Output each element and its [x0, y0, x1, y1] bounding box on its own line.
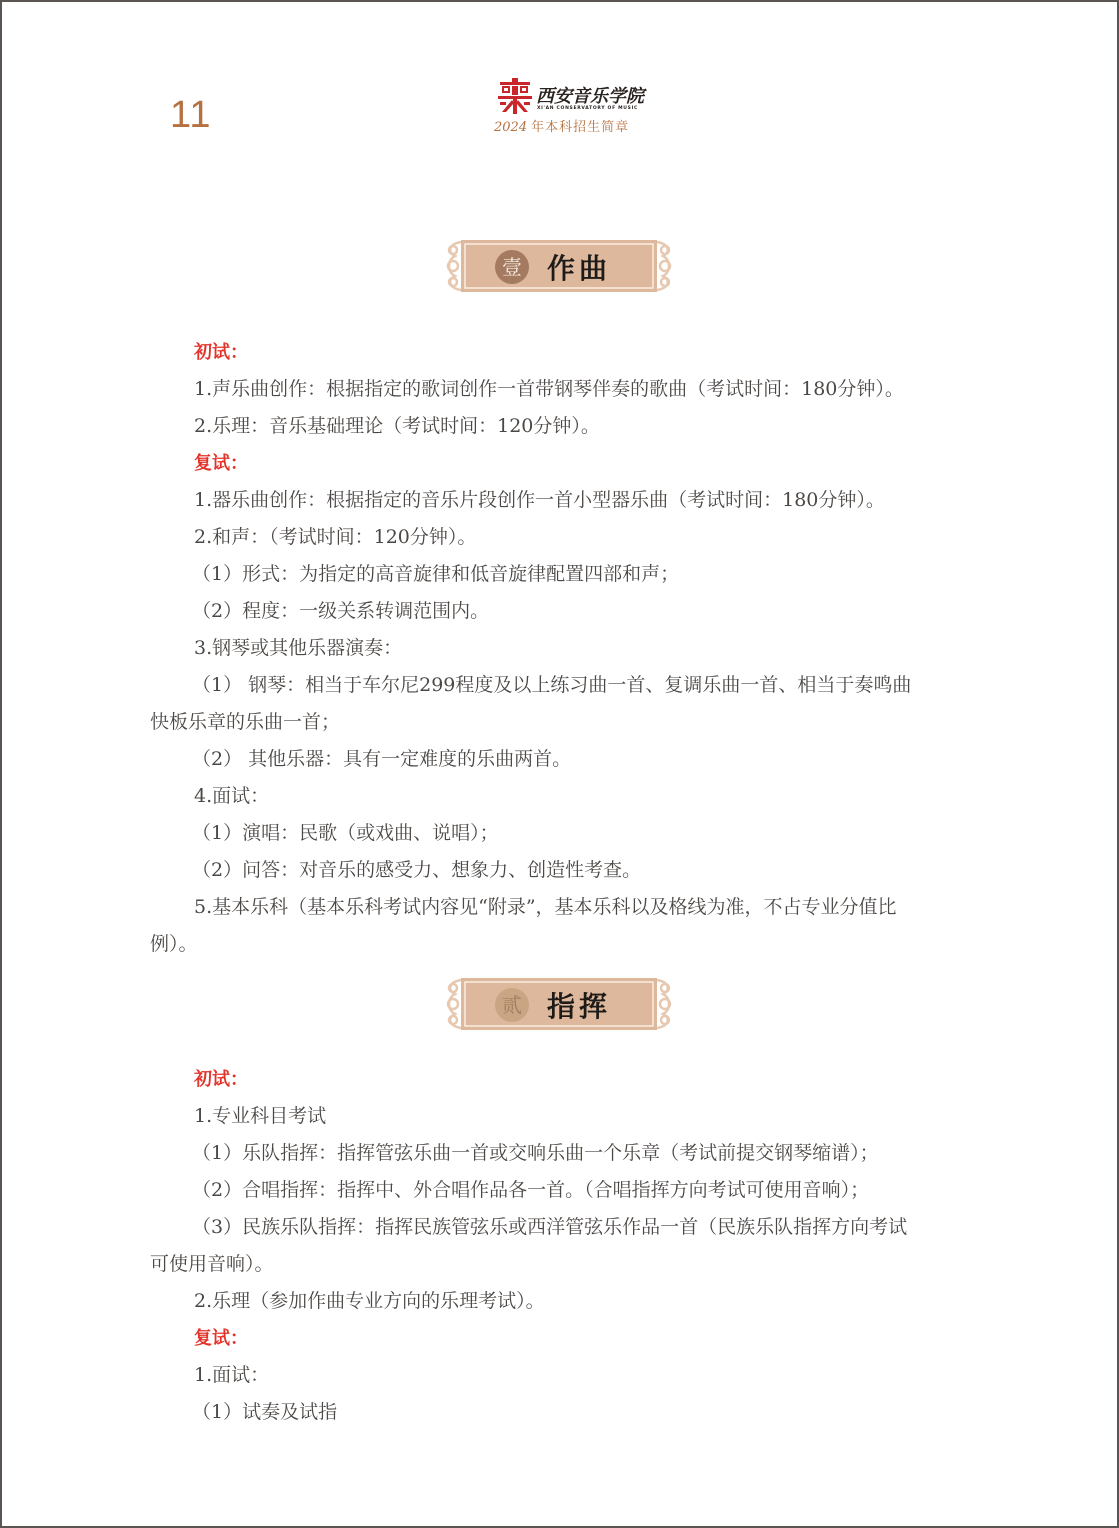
brochure-year: 2024	[494, 120, 528, 135]
header-logo	[494, 78, 648, 138]
sub-item-continuation: 快板乐章的乐曲一首；	[150, 711, 341, 733]
list-item: 2.乐理：音乐基础理论（考试时间：120分钟）。	[194, 415, 600, 437]
final-exam-heading: 复试：	[194, 453, 248, 474]
sub-item: （2）程度：一级关系转调范围内。	[192, 600, 490, 622]
list-item-continuation: 例）。	[150, 933, 198, 955]
list-item: 2.乐理（参加作曲专业方向的乐理考试）。	[194, 1290, 545, 1312]
section-content-composition	[150, 334, 972, 963]
brochure-title: 年本科招生简章	[531, 120, 630, 135]
section-banner-composition	[445, 236, 673, 296]
sub-item: （2）合唱指挥：指挥中、外合唱作品各一首。（合唱指挥方向考试可使用音响）；	[192, 1179, 870, 1201]
list-item: 4.面试：	[194, 785, 270, 807]
preliminary-exam-heading: 初试：	[194, 1069, 248, 1090]
section-content-conducting	[150, 1061, 972, 1431]
sub-item: （1）演唱：民歌（或戏曲、说唱）；	[192, 822, 499, 844]
sub-item: （3）民族乐队指挥：指挥民族管弦乐或西洋管弦乐作品一首（民族乐队指挥方向考试	[192, 1216, 908, 1238]
list-item: 1.器乐曲创作：根据指定的音乐片段创作一首小型器乐曲（考试时间：180分钟）。	[194, 489, 885, 511]
list-item: 1.声乐曲创作：根据指定的歌词创作一首带钢琴伴奏的歌曲（考试时间：180分钟）。	[194, 378, 904, 400]
sub-item: （1）形式：为指定的高音旋律和低音旋律配置四部和声；	[192, 563, 680, 585]
list-item: 1.专业科目考试	[194, 1105, 327, 1127]
conservatory-emblem-icon	[498, 78, 532, 114]
section-banner-conducting	[445, 974, 673, 1034]
brochure-subtitle	[494, 116, 629, 135]
sub-item: （1）试奏及试指	[192, 1401, 338, 1423]
preliminary-exam-heading: 初试：	[194, 342, 248, 363]
list-item: 2.和声：（考试时间：120分钟）。	[194, 526, 477, 548]
sub-item: （2）问答：对音乐的感受力、想象力、创造性考查。	[192, 859, 642, 881]
logo-english-name: XI'AN CONSERVATORY OF MUSIC	[537, 106, 638, 111]
sub-item: （2） 其他乐器：具有一定难度的乐曲两首。	[192, 748, 572, 770]
sub-item: （1）乐队指挥：指挥管弦乐曲一首或交响乐曲一个乐章（考试前提交钢琴缩谱）；	[192, 1142, 879, 1164]
sub-item-continuation: 可使用音响）。	[150, 1253, 274, 1275]
section-title: 作曲	[547, 252, 612, 285]
sub-item: （1） 钢琴：相当于车尔尼299程度及以上练习曲一首、复调乐曲一首、相当于奏鸣曲	[192, 674, 912, 696]
section-title: 指挥	[547, 990, 612, 1023]
page-number: 11	[170, 94, 212, 136]
logo-name: 西安音乐学院	[536, 86, 644, 107]
list-item: 5.基本乐科（基本乐科考试内容见“附录”，基本乐科以及格线为准，不占专业分值比	[194, 896, 897, 918]
section-number-badge: 贰	[495, 988, 529, 1022]
section-number-badge: 壹	[495, 250, 529, 284]
list-item: 1.面试：	[194, 1364, 270, 1386]
list-item: 3.钢琴或其他乐器演奏：	[194, 637, 403, 659]
final-exam-heading: 复试：	[194, 1328, 248, 1349]
